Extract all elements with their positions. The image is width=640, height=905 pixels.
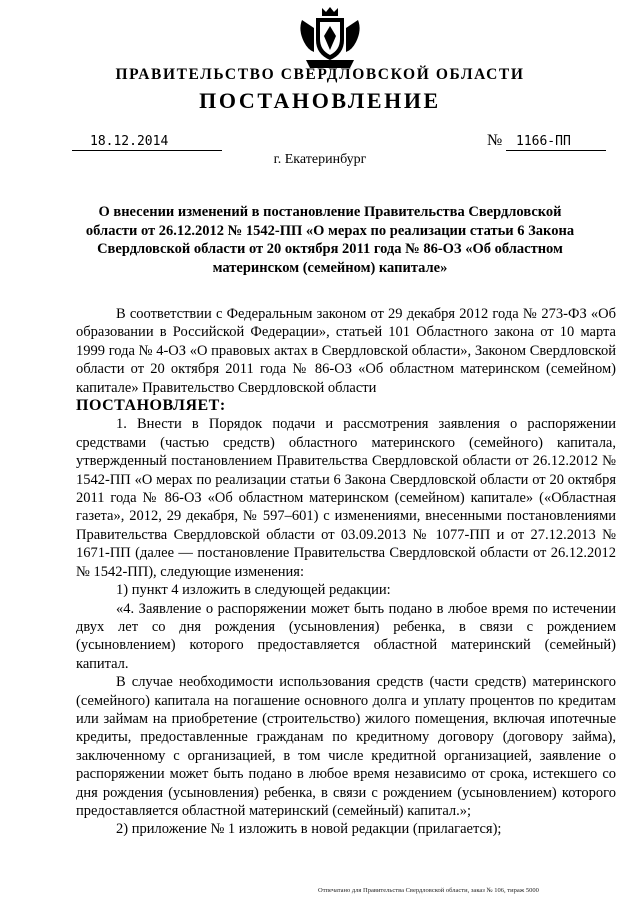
preamble-paragraph: В соответствии с Федеральным законом от 29 декабря 2012 года № 273-ФЗ «Об образовании в Российской Федерации», статьей 101 Областного закона от 10 марта 1999 года № 4-ОЗ «О правовых актах в Свердловской области», Законом Свердловской области от 20 октября 2011 года № 86-ОЗ «Об областном материнском (семейном) капитале» Правительство Свердловской области xyxy=(76,306,616,396)
document-number: 1166-ПП xyxy=(506,134,606,151)
decree-heading: ПОСТАНОВЛЯЕТ: xyxy=(76,397,226,415)
quote-paragraph-2: В случае необходимости использования средств (части средств) материнского (семейного) капитала на погашение основного долга и уплату процентов по кредитам или займам на приобретение (строительство) жилого помещения, включая ипотечные кредиты, предоставленные гражданам по кредитному договору (договору займа), заключенному с организацией, в том числе кредитной организацией, заявление о распоряжении может быть подано в любое время независимо от срока, истекшего со дня рождения (усыновления) ребенка, в связи с рождением (усыновлением) которого предоставляется областной материнский (семейный) капитал.»; xyxy=(76,674,616,819)
number-label: № xyxy=(487,132,503,149)
quote-paragraph-1: «4. Заявление о распоряжении может быть подано в любое время по истечении двух лет со дня рождения (усыновления) ребенка, в связи с рождением (усыновлением) которого предоставляется областной материнский (семейный) капитал. xyxy=(76,600,616,672)
government-name: ПРАВИТЕЛЬСТВО СВЕРДЛОВСКОЙ ОБЛАСТИ xyxy=(115,66,525,83)
coat-of-arms-icon xyxy=(296,6,364,70)
document-body xyxy=(76,305,616,839)
subitem-2-paragraph: 2) приложение № 1 изложить в новой редакции (прилагается); xyxy=(116,821,502,838)
print-footer: Отпечатано для Правительства Свердловской области, заказ № 106, тираж 5000 xyxy=(318,887,539,894)
item-1-paragraph: 1. Внести в Порядок подачи и рассмотрения заявления о распоряжении средствами (частью средств) областного материнского (семейного) капитала, утвержденный постановлением Правительства Свердловской области от 26.12.2012 № 1542-ПП «О мерах по реализации статьи 6 Закона Свердловской области от 20 октября 2011 года № 86-ОЗ «Об областном материнском (семейном) капитале» («Областная газета», 2012, 29 декабря, № 597–601) с изменениями, внесенными постановлениями Правительства Свердловской области от 03.09.2013 № 1077-ПП и от 27.12.2013 № 1671-ПП (далее — постановление Правительства Свердловской области от 26.12.2012 № 1542-ПП), следующие изменения: xyxy=(76,416,616,580)
document-city: г. Екатеринбург xyxy=(273,152,367,167)
document-type: ПОСТАНОВЛЕНИЕ xyxy=(199,88,441,113)
subitem-1-paragraph: 1) пункт 4 изложить в следующей редакции: xyxy=(116,582,391,599)
document-subject: О внесении изменений в постановление Правительства Свердловской области от 26.12.2012 № 1542-ПП «О мерах по реализации статьи 6 Закона Свердловской области от 20 октября 2011 года № 86-ОЗ «Об областном материнском (семейном) капитале» xyxy=(85,204,575,276)
document-date: 18.12.2014 xyxy=(72,134,222,151)
